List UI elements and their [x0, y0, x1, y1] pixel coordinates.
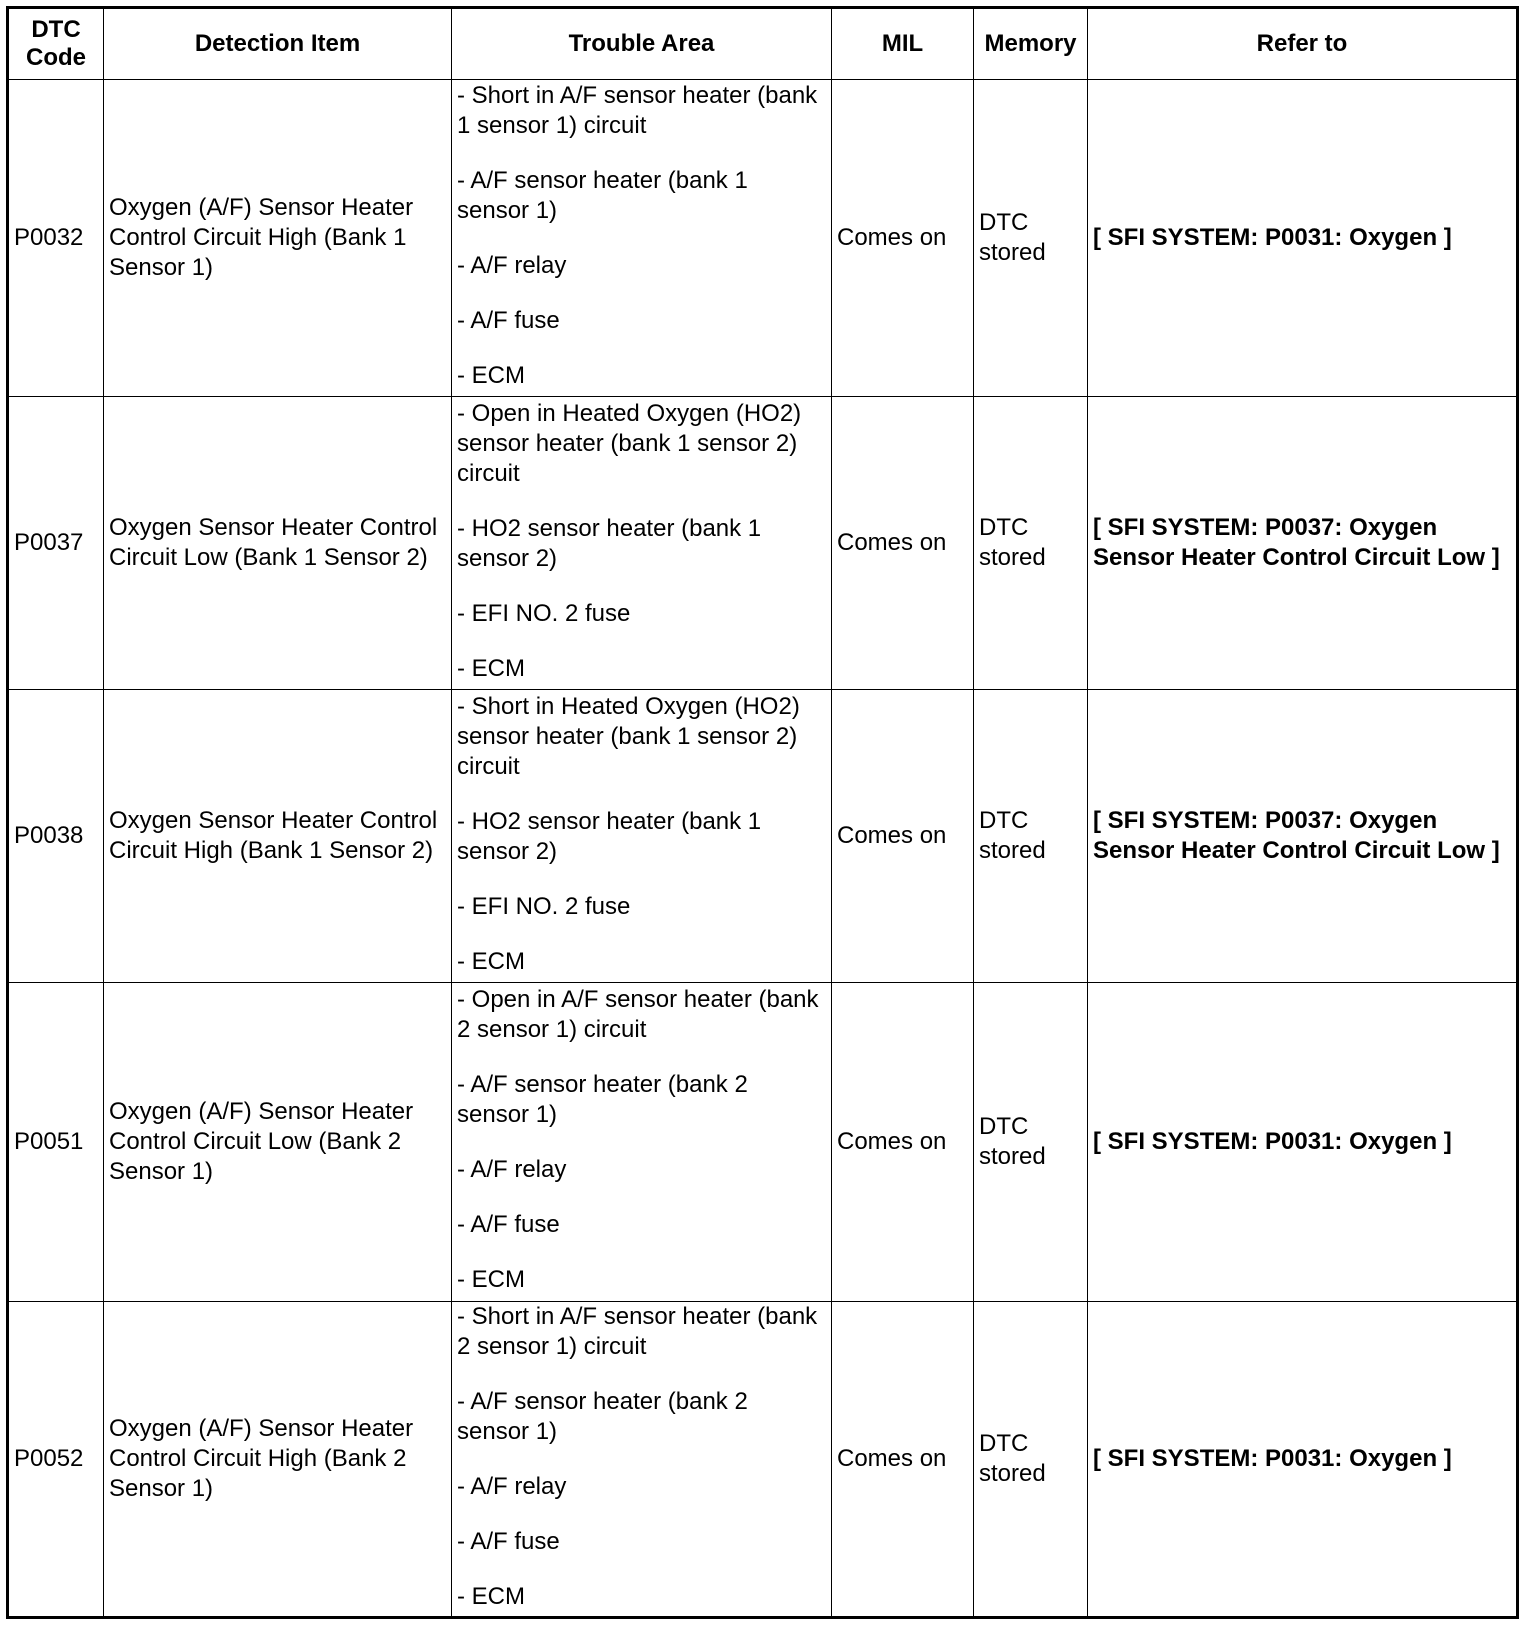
memory-status: DTC stored [974, 1302, 1088, 1618]
detection-item: Oxygen (A/F) Sensor Heater Control Circuit Low (Bank 2 Sensor 1) [104, 983, 452, 1302]
trouble-area-item: - A/F relay [457, 1156, 567, 1183]
trouble-area-item: - ECM [457, 947, 525, 975]
detection-item: Oxygen (A/F) Sensor Heater Control Circuit High (Bank 1 Sensor 1) [104, 80, 452, 397]
trouble-area-item: - A/F relay [457, 252, 567, 279]
trouble-area-item: - A/F fuse [457, 1211, 560, 1238]
memory-status: DTC stored [974, 690, 1088, 983]
trouble-area-item: - HO2 sensor heater (bank 1 sensor 2) [457, 514, 762, 572]
detection-item: Oxygen (A/F) Sensor Heater Control Circuit High (Bank 2 Sensor 1) [104, 1302, 452, 1618]
dtc-code: P0032 [8, 80, 104, 397]
table-row [8, 690, 1518, 983]
dtc-code: P0052 [8, 1302, 104, 1618]
trouble-area-item: - A/F relay [457, 1473, 567, 1500]
trouble-area-item: - Open in Heated Oxygen (HO2) sensor heater (bank 1 sensor 2) circuit [457, 399, 802, 487]
table-row [8, 397, 1518, 690]
trouble-area [452, 690, 832, 983]
table-row [8, 983, 1518, 1302]
refer-to-link[interactable]: [ SFI SYSTEM: P0031: Oxygen ] [1088, 1302, 1518, 1618]
mil-status: Comes on [832, 983, 974, 1302]
memory-status: DTC stored [974, 397, 1088, 690]
mil-status: Comes on [832, 690, 974, 983]
trouble-area-item: - A/F sensor heater (bank 2 sensor 1) [457, 1071, 748, 1128]
refer-to-link[interactable]: [ SFI SYSTEM: P0031: Oxygen ] [1088, 80, 1518, 397]
trouble-area-item: - Short in A/F sensor heater (bank 1 sensor 1) circuit [457, 82, 818, 139]
trouble-area-item: - HO2 sensor heater (bank 1 sensor 2) [457, 807, 762, 865]
trouble-area-item: - A/F fuse [457, 1528, 560, 1555]
dtc-code: P0037 [8, 397, 104, 690]
trouble-area-item: - A/F sensor heater (bank 2 sensor 1) [457, 1388, 748, 1445]
detection-item: Oxygen Sensor Heater Control Circuit High (Bank 1 Sensor 2) [104, 690, 452, 983]
trouble-area-item: - EFI NO. 2 fuse [457, 892, 631, 920]
trouble-area [452, 1302, 832, 1618]
header-memory: Memory [974, 8, 1088, 80]
trouble-area-item: - ECM [457, 1266, 525, 1293]
table-row [8, 1302, 1518, 1618]
detection-item: Oxygen Sensor Heater Control Circuit Low (Bank 1 Sensor 2) [104, 397, 452, 690]
trouble-area-item: - A/F sensor heater (bank 1 sensor 1) [457, 167, 748, 224]
refer-to-link[interactable]: [ SFI SYSTEM: P0037: Oxygen Sensor Heater Control Circuit Low ] [1088, 690, 1518, 983]
trouble-area-item: - ECM [457, 654, 525, 682]
trouble-area [452, 397, 832, 690]
header-detection-item: Detection Item [104, 8, 452, 80]
trouble-area-item: - Short in A/F sensor heater (bank 2 sensor 1) circuit [457, 1303, 818, 1360]
header-row [8, 8, 1518, 80]
dtc-table [6, 6, 1519, 1619]
trouble-area-item: - Short in Heated Oxygen (HO2) sensor heater (bank 1 sensor 2) circuit [457, 692, 800, 780]
header-trouble-area: Trouble Area [452, 8, 832, 80]
table-row [8, 80, 1518, 397]
trouble-area-item: - ECM [457, 1583, 525, 1610]
mil-status: Comes on [832, 397, 974, 690]
trouble-area-item: - Open in A/F sensor heater (bank 2 sensor 1) circuit [457, 986, 819, 1043]
header-dtc-code: DTC Code [8, 8, 104, 80]
trouble-area-item: - A/F fuse [457, 307, 560, 334]
trouble-area-item: - ECM [457, 362, 525, 389]
trouble-area [452, 80, 832, 397]
memory-status: DTC stored [974, 983, 1088, 1302]
memory-status: DTC stored [974, 80, 1088, 397]
header-refer-to: Refer to [1088, 8, 1518, 80]
refer-to-link[interactable]: [ SFI SYSTEM: P0037: Oxygen Sensor Heater Control Circuit Low ] [1088, 397, 1518, 690]
dtc-code: P0051 [8, 983, 104, 1302]
mil-status: Comes on [832, 1302, 974, 1618]
trouble-area [452, 983, 832, 1302]
mil-status: Comes on [832, 80, 974, 397]
header-mil: MIL [832, 8, 974, 80]
refer-to-link[interactable]: [ SFI SYSTEM: P0031: Oxygen ] [1088, 983, 1518, 1302]
trouble-area-item: - EFI NO. 2 fuse [457, 599, 631, 627]
dtc-code: P0038 [8, 690, 104, 983]
